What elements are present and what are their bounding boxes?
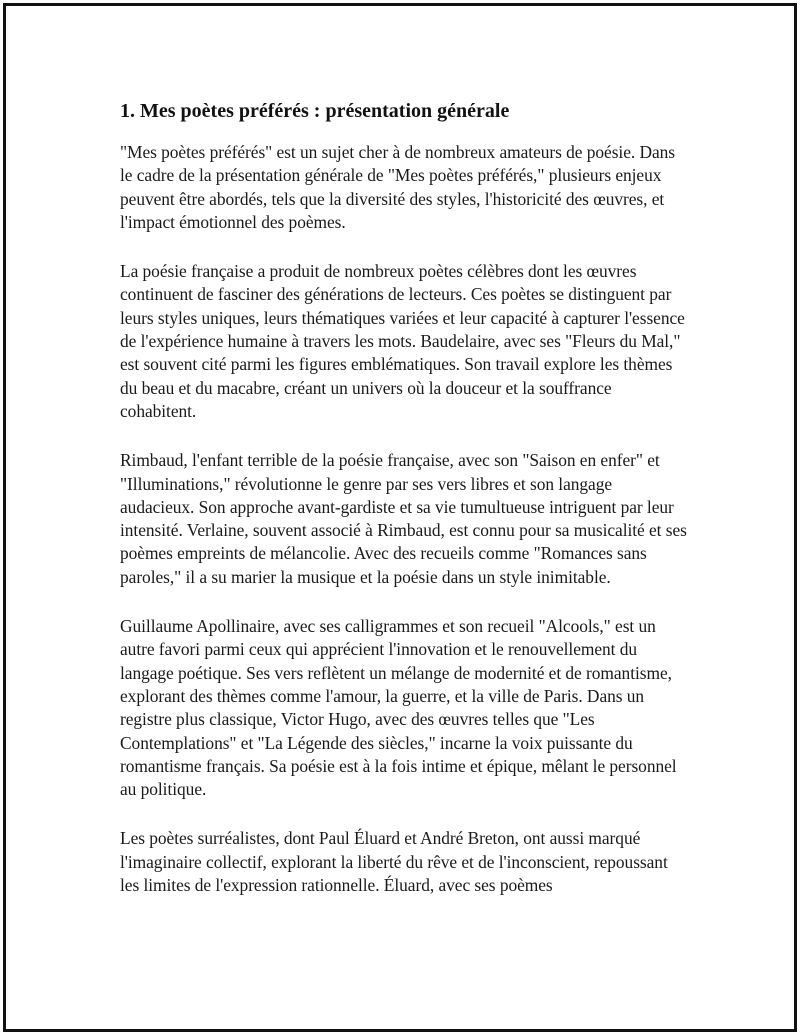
paragraph-apollinaire-hugo: Guillaume Apollinaire, avec ses calligrammes et son recueil "Alcools," est un autre favori parmi ceux qui apprécient l'innovation et le renouvellement du langage poétique. Ses vers reflètent un mélange de modernité et de romantisme, explorant des thèmes comme l'amour, la guerre, et la ville de Paris. Dans un registre plus classique, Victor Hugo, avec des œuvres telles que "Les Contemplations" et "La Légende des siècles," incarne la voix puissante du romantisme français. Sa poésie est à la fois intime et épique, mêlant le personnel au politique. <box>120 616 677 800</box>
paragraph-baudelaire: La poésie française a produit de nombreux poètes célèbres dont les œuvres continuent de fasciner des générations de lecteurs. Ces poètes se distinguent par leurs styles uniques, leurs thématiques variées et leur capacité à capturer l'essence de l'expérience humaine à travers les mots. Baudelaire, avec ses "Fleurs du Mal," est souvent cité parmi les figures emblématiques. Son travail explore les thèmes du beau et du macabre, créant un univers où la douceur et la souffrance cohabitent. <box>120 261 685 421</box>
section-heading: 1. Mes poètes préférés : présentation générale <box>120 100 510 122</box>
paragraph-surrealists: Les poètes surréalistes, dont Paul Éluard et André Breton, ont aussi marqué l'imaginaire collectif, explorant la liberté du rêve et de l'inconscient, repoussant les limites de l'expression rationnelle. Éluard, avec ses poèmes <box>120 828 668 896</box>
document-body <box>120 97 690 923</box>
paragraph-rimbaud-verlaine: Rimbaud, l'enfant terrible de la poésie française, avec son "Saison en enfer" et "Illuminations," révolutionne le genre par ses vers libres et son langage audacieux. Son approche avant-gardiste et sa vie tumultueuse intriguent par leur intensité. Verlaine, souvent associé à Rimbaud, est connu pour sa musicalité et ses poèmes empreints de mélancolie. Avec des recueils comme "Romances sans paroles," il a su marier la musique et la poésie dans un style inimitable. <box>120 450 687 587</box>
paragraph-intro: "Mes poètes préférés" est un sujet cher à de nombreux amateurs de poésie. Dans le cadre de la présentation générale de "Mes poètes préférés," plusieurs enjeux peuvent être abordés, tels que la diversité des styles, l'historicité des œuvres, et l'impact émotionnel des poèmes. <box>120 142 676 232</box>
page-frame <box>3 3 797 1032</box>
